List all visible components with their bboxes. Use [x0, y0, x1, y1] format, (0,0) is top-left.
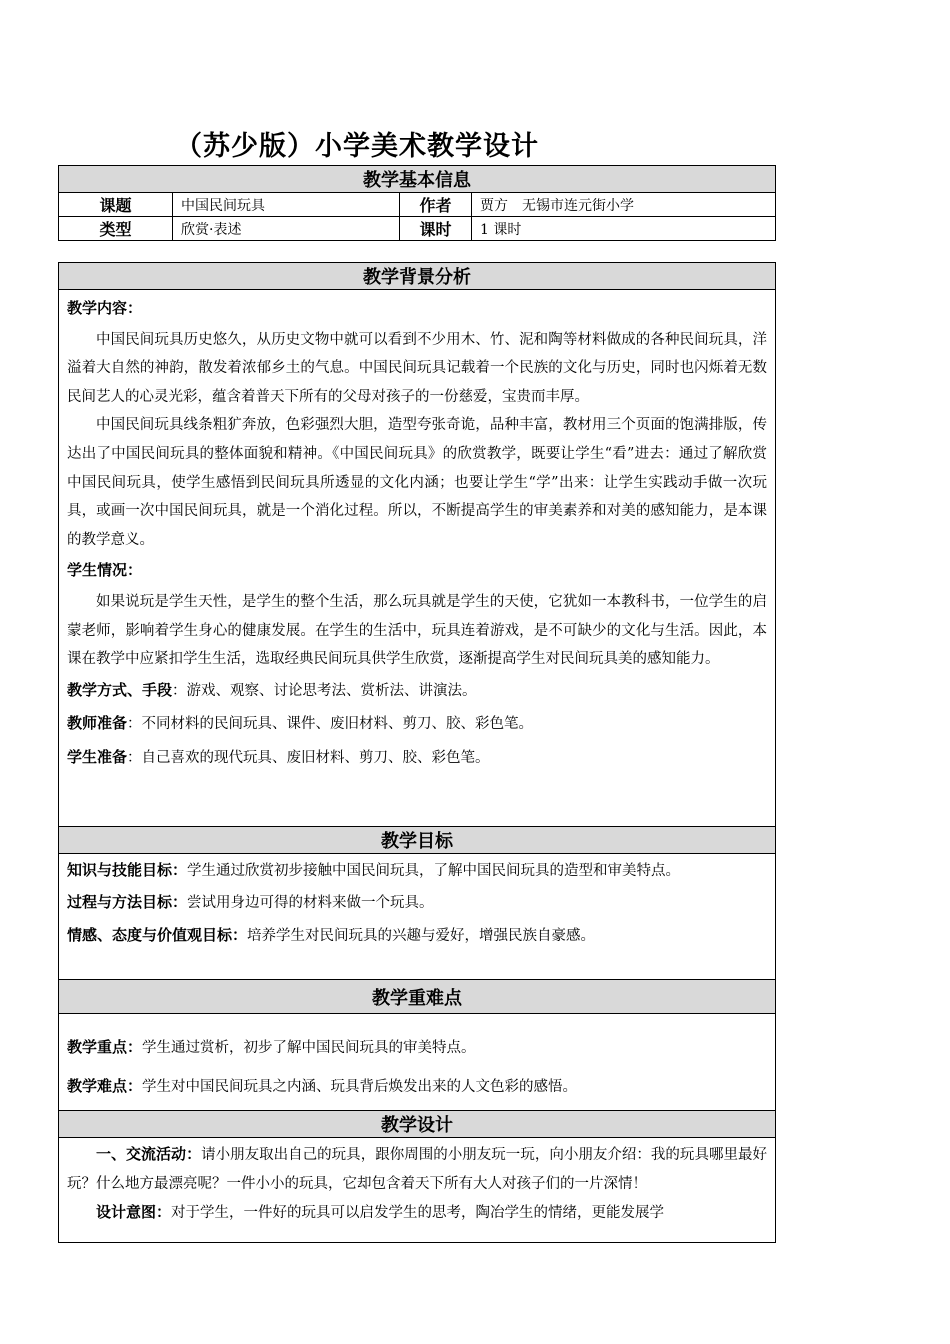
background-section	[59, 290, 776, 827]
type-label: 类型	[59, 217, 173, 241]
main-table	[58, 262, 776, 1243]
student-paragraph: 如果说玩是学生天性，是学生的整个生活，那么玩具就是学生的天使，它犹如一本教科书，一位学生的启蒙老师，影响着学生身心的健康发展。在学生的生活中，玩具连着游戏，是不可缺少的文化与生活。因此，本课在教学中应紧扣学生生活，选取经典民间玩具供学生欣赏，逐渐提高学生对民间玩具美的感知能力。	[67, 593, 767, 668]
method-label: 教学方式、手段	[67, 680, 173, 699]
type-value: 欣赏·表述	[173, 217, 400, 241]
student-prep-label: 学生准备	[67, 747, 128, 766]
step1-label: 一、交流活动：	[96, 1145, 202, 1163]
difficulty-value: 学生对中国民间玩具之内涵、玩具背后焕发出来的人文色彩的感悟。	[142, 1079, 578, 1095]
keypoints-section	[59, 1014, 776, 1111]
key-point-label: 教学重点：	[67, 1038, 143, 1056]
method-value: ：游戏、观察、讨论思考法、赏析法、讲演法。	[172, 682, 477, 699]
design-intent-value: 对于学生，一件好的玩具可以启发学生的思考，陶冶学生的情绪，更能发展学	[171, 1205, 665, 1222]
emotion-goal-value: 培养学生对民间玩具的兴趣与爱好，增强民族自豪感。	[247, 928, 596, 945]
process-goal-value: 尝试用身边可得的材料来做一个玩具。	[187, 894, 434, 911]
design-section	[59, 1138, 776, 1243]
teacher-prep-label: 教师准备	[67, 714, 128, 733]
goals-section	[59, 854, 776, 980]
step1-value: 请小朋友取出自己的玩具，跟你周围的小朋友玩一玩，向小朋友介绍：我的玩具哪里最好玩？什么地方最漂亮呢？一件小小的玩具，它却包含着天下所有大人对孩子们的一片深情！	[67, 1147, 767, 1192]
content-label: 教学内容：	[67, 299, 143, 317]
hours-value: 1 课时	[472, 217, 776, 241]
topic-label: 课题	[59, 193, 173, 217]
basic-info-header: 教学基本信息	[59, 166, 776, 193]
basic-info-table	[58, 165, 776, 241]
content-paragraph-2: 中国民间玩具线条粗犷奔放，色彩强烈大胆，造型夸张奇诡，品种丰富，教材用三个页面的饱满排版，传达出了中国民间玩具的整体面貌和精神。《中国民间玩具》的欣赏教学，既要让学生“看”进去：通过了解欣赏中国民间玩具，使学生感悟到民间玩具所透显的文化内涵；也要让学生“学”出来：让学生实践动手做一次玩具，或画一次中国民间玩具，就是一个消化过程。所以，不断提高学生的审美素养和对美的感知能力，是本课的教学意义。	[67, 417, 767, 548]
keypoints-header: 教学重难点	[59, 980, 776, 1014]
emotion-goal-label: 情感、态度与价值观目标：	[67, 926, 248, 945]
document-title: （苏少版）小学美术教学设计	[175, 131, 539, 162]
design-intent-label: 设计意图：	[96, 1203, 172, 1222]
design-header: 教学设计	[59, 1111, 776, 1138]
goals-header: 教学目标	[59, 827, 776, 854]
author-value: 贾方 无锡市连元街小学	[472, 193, 776, 217]
process-goal-label: 过程与方法目标：	[67, 892, 188, 911]
key-point-value: 学生通过赏析，初步了解中国民间玩具的审美特点。	[142, 1040, 476, 1056]
teacher-prep-value: ：不同材料的民间玩具、课件、废旧材料、剪刀、胶、彩色笔。	[127, 716, 534, 733]
difficulty-label: 教学难点：	[67, 1077, 143, 1095]
student-label: 学生情况：	[67, 561, 143, 580]
knowledge-goal-value: 学生通过欣赏初步接触中国民间玩具，了解中国民间玩具的造型和审美特点。	[187, 863, 681, 879]
topic-value: 中国民间玩具	[173, 193, 400, 217]
author-label: 作者	[400, 193, 472, 217]
background-header: 教学背景分析	[59, 263, 776, 290]
hours-label: 课时	[400, 217, 472, 241]
knowledge-goal-label: 知识与技能目标：	[67, 861, 188, 879]
student-prep-value: ：自己喜欢的现代玩具、废旧材料、剪刀、胶、彩色笔。	[127, 749, 490, 766]
content-paragraph-1: 中国民间玩具历史悠久，从历史文物中就可以看到不少用木、竹、泥和陶等材料做成的各种民间玩具，洋溢着大自然的神韵，散发着浓郁乡土的气息。中国民间玩具记载着一个民族的文化与历史，同时也闪烁着无数民间艺人的心灵光彩，蕴含着普天下所有的父母对孩子的一份慈爱，宝贵而丰厚。	[67, 331, 767, 405]
